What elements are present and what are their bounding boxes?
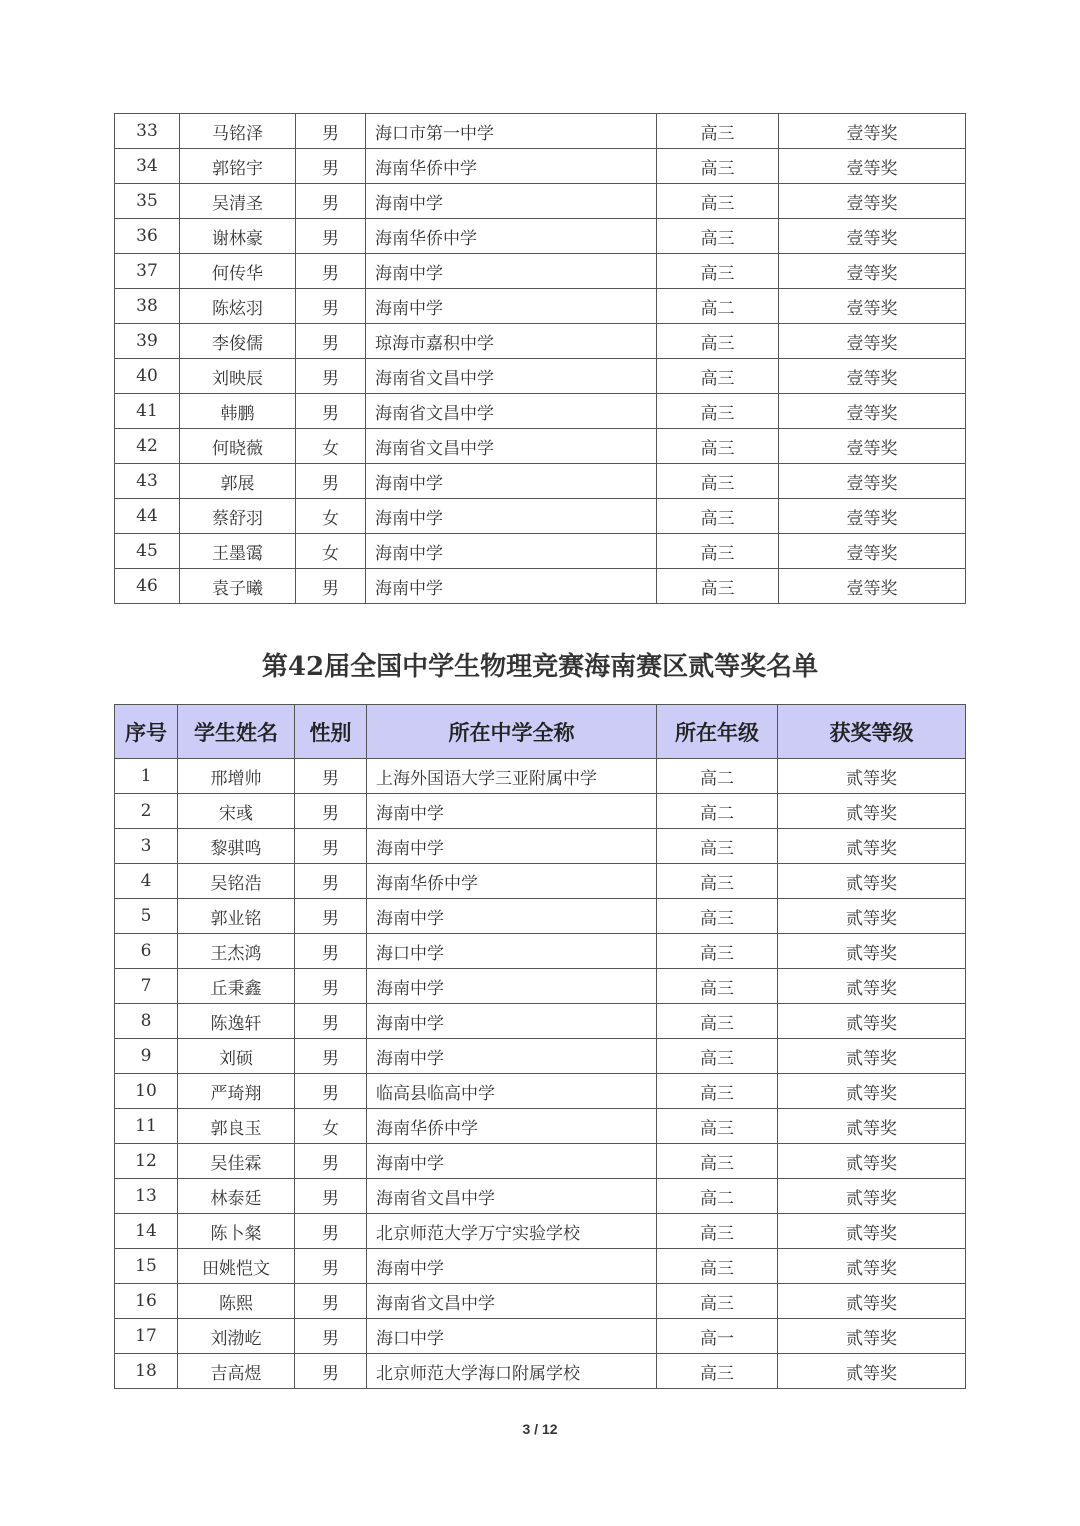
award-cell: 贰等奖 xyxy=(778,899,966,934)
award-cell: 贰等奖 xyxy=(778,829,966,864)
school-cell: 北京师范大学万宁实验学校 xyxy=(367,1214,657,1249)
second-prize-table-header xyxy=(115,705,966,759)
gender-cell: 男 xyxy=(295,1354,367,1389)
award-cell: 贰等奖 xyxy=(778,1039,966,1074)
table-row xyxy=(115,569,966,604)
gender-cell: 男 xyxy=(295,1284,367,1319)
student-name-cell: 丘秉鑫 xyxy=(178,969,295,1004)
award-cell: 壹等奖 xyxy=(779,184,966,219)
school-cell: 海南中学 xyxy=(366,569,657,604)
school-cell: 海南省文昌中学 xyxy=(366,394,657,429)
student-name-cell: 韩鹏 xyxy=(180,394,296,429)
gender-cell: 男 xyxy=(296,219,366,254)
grade-cell: 高二 xyxy=(657,794,778,829)
gender-cell: 男 xyxy=(296,394,366,429)
table-row xyxy=(115,1039,966,1074)
gender-cell: 男 xyxy=(295,1319,367,1354)
grade-cell: 高三 xyxy=(657,1144,778,1179)
table-row xyxy=(115,1074,966,1109)
gender-cell: 女 xyxy=(296,429,366,464)
grade-cell: 高三 xyxy=(657,464,779,499)
index-cell: 45 xyxy=(115,534,180,569)
student-name-cell: 陈熙 xyxy=(178,1284,295,1319)
grade-cell: 高三 xyxy=(657,1039,778,1074)
grade-cell: 高三 xyxy=(657,1354,778,1389)
grade-cell: 高三 xyxy=(657,1074,778,1109)
school-cell: 海南省文昌中学 xyxy=(366,429,657,464)
award-cell: 贰等奖 xyxy=(778,1214,966,1249)
grade-cell: 高三 xyxy=(657,829,778,864)
grade-cell: 高三 xyxy=(657,429,779,464)
table-row xyxy=(115,219,966,254)
table-row xyxy=(115,1284,966,1319)
school-cell: 海南中学 xyxy=(367,899,657,934)
school-cell: 海南中学 xyxy=(367,969,657,1004)
index-cell: 11 xyxy=(115,1109,178,1144)
award-cell: 贰等奖 xyxy=(778,1284,966,1319)
grade-cell: 高二 xyxy=(657,289,779,324)
table-row xyxy=(115,1109,966,1144)
gender-cell: 男 xyxy=(295,829,367,864)
award-cell: 壹等奖 xyxy=(779,289,966,324)
school-cell: 临高县临高中学 xyxy=(367,1074,657,1109)
award-cell: 贰等奖 xyxy=(778,1354,966,1389)
index-cell: 36 xyxy=(115,219,180,254)
index-cell: 35 xyxy=(115,184,180,219)
table-row xyxy=(115,149,966,184)
grade-cell: 高三 xyxy=(657,184,779,219)
award-cell: 贰等奖 xyxy=(778,1109,966,1144)
grade-cell: 高三 xyxy=(657,114,779,149)
award-cell: 贰等奖 xyxy=(778,934,966,969)
school-cell: 琼海市嘉积中学 xyxy=(366,324,657,359)
student-name-cell: 李俊儒 xyxy=(180,324,296,359)
table-row xyxy=(115,1354,966,1389)
student-name-cell: 陈炫羽 xyxy=(180,289,296,324)
student-name-cell: 吉高煜 xyxy=(178,1354,295,1389)
school-cell: 海南中学 xyxy=(366,289,657,324)
index-cell: 10 xyxy=(115,1074,178,1109)
gender-cell: 男 xyxy=(295,759,367,794)
school-cell: 海南中学 xyxy=(367,1039,657,1074)
grade-cell: 高三 xyxy=(657,359,779,394)
school-cell: 上海外国语大学三亚附属中学 xyxy=(367,759,657,794)
gender-cell: 男 xyxy=(296,569,366,604)
school-cell: 海南中学 xyxy=(367,794,657,829)
table-row xyxy=(115,534,966,569)
grade-cell: 高三 xyxy=(657,219,779,254)
index-cell: 4 xyxy=(115,864,178,899)
gender-cell: 男 xyxy=(296,114,366,149)
table-row xyxy=(115,184,966,219)
index-cell: 14 xyxy=(115,1214,178,1249)
grade-cell: 高三 xyxy=(657,394,779,429)
index-cell: 41 xyxy=(115,394,180,429)
student-name-cell: 黎骐鸣 xyxy=(178,829,295,864)
index-cell: 1 xyxy=(115,759,178,794)
student-name-cell: 何传华 xyxy=(180,254,296,289)
grade-cell: 高三 xyxy=(657,1004,778,1039)
gender-cell: 男 xyxy=(295,1074,367,1109)
award-cell: 贰等奖 xyxy=(778,794,966,829)
student-name-cell: 马铭泽 xyxy=(180,114,296,149)
gender-cell: 男 xyxy=(296,149,366,184)
table-row xyxy=(115,394,966,429)
student-name-cell: 严琦翔 xyxy=(178,1074,295,1109)
school-cell: 海南华侨中学 xyxy=(366,149,657,184)
student-name-cell: 何晓薇 xyxy=(180,429,296,464)
award-cell: 贰等奖 xyxy=(778,1179,966,1214)
gender-cell: 男 xyxy=(295,1144,367,1179)
index-cell: 37 xyxy=(115,254,180,289)
award-cell: 壹等奖 xyxy=(779,114,966,149)
index-cell: 2 xyxy=(115,794,178,829)
index-cell: 5 xyxy=(115,899,178,934)
index-cell: 18 xyxy=(115,1354,178,1389)
student-name-cell: 郭展 xyxy=(180,464,296,499)
student-name-cell: 郭良玉 xyxy=(178,1109,295,1144)
grade-cell: 高三 xyxy=(657,864,778,899)
second-prize-table xyxy=(114,704,966,1389)
table-row xyxy=(115,1179,966,1214)
gender-cell: 男 xyxy=(295,934,367,969)
gender-cell: 女 xyxy=(296,534,366,569)
award-cell: 贰等奖 xyxy=(778,1074,966,1109)
header-index: 序号 xyxy=(115,705,178,759)
student-name-cell: 陈逸轩 xyxy=(178,1004,295,1039)
index-cell: 16 xyxy=(115,1284,178,1319)
table-row xyxy=(115,429,966,464)
student-name-cell: 邢增帅 xyxy=(178,759,295,794)
table-row xyxy=(115,864,966,899)
gender-cell: 男 xyxy=(295,899,367,934)
student-name-cell: 刘渤屹 xyxy=(178,1319,295,1354)
gender-cell: 男 xyxy=(295,1039,367,1074)
school-cell: 海南省文昌中学 xyxy=(366,359,657,394)
page-number: 3 / 12 xyxy=(522,1421,558,1437)
table-row xyxy=(115,464,966,499)
student-name-cell: 王墨霭 xyxy=(180,534,296,569)
index-cell: 15 xyxy=(115,1249,178,1284)
grade-cell: 高二 xyxy=(657,759,778,794)
award-cell: 壹等奖 xyxy=(779,499,966,534)
award-cell: 壹等奖 xyxy=(779,569,966,604)
table-row xyxy=(115,289,966,324)
header-student-name: 学生姓名 xyxy=(178,705,295,759)
index-cell: 12 xyxy=(115,1144,178,1179)
grade-cell: 高三 xyxy=(657,569,779,604)
student-name-cell: 刘硕 xyxy=(178,1039,295,1074)
index-cell: 6 xyxy=(115,934,178,969)
table-row xyxy=(115,1319,966,1354)
school-cell: 海南中学 xyxy=(366,254,657,289)
index-cell: 39 xyxy=(115,324,180,359)
gender-cell: 男 xyxy=(296,184,366,219)
table-row xyxy=(115,1214,966,1249)
award-cell: 贰等奖 xyxy=(778,759,966,794)
student-name-cell: 袁子曦 xyxy=(180,569,296,604)
table-row xyxy=(115,114,966,149)
index-cell: 8 xyxy=(115,1004,178,1039)
first-prize-table-continued xyxy=(114,113,966,604)
header-school: 所在中学全称 xyxy=(367,705,657,759)
second-prize-table-body xyxy=(115,759,966,1389)
school-cell: 海南中学 xyxy=(367,1004,657,1039)
school-cell: 海南华侨中学 xyxy=(367,1109,657,1144)
award-cell: 壹等奖 xyxy=(779,219,966,254)
table-row xyxy=(115,934,966,969)
header-award: 获奖等级 xyxy=(778,705,966,759)
student-name-cell: 郭铭宇 xyxy=(180,149,296,184)
award-cell: 壹等奖 xyxy=(779,254,966,289)
first-prize-table-body xyxy=(115,114,966,604)
school-cell: 海南华侨中学 xyxy=(367,864,657,899)
award-cell: 贰等奖 xyxy=(778,1319,966,1354)
school-cell: 海南中学 xyxy=(366,464,657,499)
gender-cell: 男 xyxy=(295,1214,367,1249)
index-cell: 38 xyxy=(115,289,180,324)
grade-cell: 高三 xyxy=(657,1214,778,1249)
table-row xyxy=(115,969,966,1004)
header-grade: 所在年级 xyxy=(657,705,778,759)
table-row xyxy=(115,324,966,359)
index-cell: 3 xyxy=(115,829,178,864)
gender-cell: 男 xyxy=(296,359,366,394)
grade-cell: 高三 xyxy=(657,254,779,289)
header-gender: 性别 xyxy=(295,705,367,759)
student-name-cell: 田姚恺文 xyxy=(178,1249,295,1284)
student-name-cell: 王杰鸿 xyxy=(178,934,295,969)
school-cell: 海口市第一中学 xyxy=(366,114,657,149)
table-row xyxy=(115,794,966,829)
school-cell: 海口中学 xyxy=(367,934,657,969)
grade-cell: 高三 xyxy=(657,534,779,569)
award-cell: 壹等奖 xyxy=(779,324,966,359)
school-cell: 海口中学 xyxy=(367,1319,657,1354)
gender-cell: 男 xyxy=(295,1004,367,1039)
index-cell: 9 xyxy=(115,1039,178,1074)
gender-cell: 男 xyxy=(295,969,367,1004)
student-name-cell: 林泰廷 xyxy=(178,1179,295,1214)
school-cell: 北京师范大学海口附属学校 xyxy=(367,1354,657,1389)
gender-cell: 女 xyxy=(296,499,366,534)
gender-cell: 男 xyxy=(296,254,366,289)
index-cell: 33 xyxy=(115,114,180,149)
gender-cell: 女 xyxy=(295,1109,367,1144)
award-cell: 壹等奖 xyxy=(779,534,966,569)
award-cell: 壹等奖 xyxy=(779,429,966,464)
table-row xyxy=(115,899,966,934)
table-row xyxy=(115,759,966,794)
index-cell: 42 xyxy=(115,429,180,464)
school-cell: 海南中学 xyxy=(367,1249,657,1284)
grade-cell: 高三 xyxy=(657,1284,778,1319)
table-row xyxy=(115,359,966,394)
grade-cell: 高三 xyxy=(657,934,778,969)
grade-cell: 高三 xyxy=(657,1109,778,1144)
header-row xyxy=(115,705,966,759)
gender-cell: 男 xyxy=(296,324,366,359)
school-cell: 海南华侨中学 xyxy=(366,219,657,254)
student-name-cell: 陈卜粲 xyxy=(178,1214,295,1249)
grade-cell: 高二 xyxy=(657,1179,778,1214)
index-cell: 44 xyxy=(115,499,180,534)
gender-cell: 男 xyxy=(296,289,366,324)
grade-cell: 高三 xyxy=(657,324,779,359)
index-cell: 43 xyxy=(115,464,180,499)
table-row xyxy=(115,254,966,289)
award-cell: 贰等奖 xyxy=(778,1004,966,1039)
grade-cell: 高三 xyxy=(657,899,778,934)
student-name-cell: 郭业铭 xyxy=(178,899,295,934)
gender-cell: 男 xyxy=(295,1179,367,1214)
section-title: 第42届全国中学生物理竞赛海南赛区贰等奖名单 xyxy=(261,652,819,682)
grade-cell: 高三 xyxy=(657,499,779,534)
student-name-cell: 吴铭浩 xyxy=(178,864,295,899)
award-cell: 贰等奖 xyxy=(778,1144,966,1179)
index-cell: 7 xyxy=(115,969,178,1004)
table-row xyxy=(115,1249,966,1284)
award-cell: 贰等奖 xyxy=(778,864,966,899)
school-cell: 海南中学 xyxy=(366,184,657,219)
student-name-cell: 蔡舒羽 xyxy=(180,499,296,534)
gender-cell: 男 xyxy=(296,464,366,499)
table-row xyxy=(115,499,966,534)
school-cell: 海南省文昌中学 xyxy=(367,1179,657,1214)
award-cell: 壹等奖 xyxy=(779,464,966,499)
award-cell: 壹等奖 xyxy=(779,394,966,429)
table-row xyxy=(115,1144,966,1179)
table-row xyxy=(115,1004,966,1039)
table-row xyxy=(115,829,966,864)
index-cell: 13 xyxy=(115,1179,178,1214)
grade-cell: 高三 xyxy=(657,969,778,1004)
school-cell: 海南中学 xyxy=(366,499,657,534)
grade-cell: 高三 xyxy=(657,149,779,184)
student-name-cell: 吴清圣 xyxy=(180,184,296,219)
student-name-cell: 宋彧 xyxy=(178,794,295,829)
grade-cell: 高三 xyxy=(657,1249,778,1284)
student-name-cell: 吴佳霖 xyxy=(178,1144,295,1179)
index-cell: 46 xyxy=(115,569,180,604)
award-cell: 贰等奖 xyxy=(778,969,966,1004)
award-cell: 壹等奖 xyxy=(779,359,966,394)
school-cell: 海南省文昌中学 xyxy=(367,1284,657,1319)
index-cell: 34 xyxy=(115,149,180,184)
school-cell: 海南中学 xyxy=(367,1144,657,1179)
school-cell: 海南中学 xyxy=(367,829,657,864)
award-cell: 壹等奖 xyxy=(779,149,966,184)
gender-cell: 男 xyxy=(295,794,367,829)
student-name-cell: 刘映辰 xyxy=(180,359,296,394)
grade-cell: 高一 xyxy=(657,1319,778,1354)
award-cell: 贰等奖 xyxy=(778,1249,966,1284)
gender-cell: 男 xyxy=(295,1249,367,1284)
student-name-cell: 谢林豪 xyxy=(180,219,296,254)
school-cell: 海南中学 xyxy=(366,534,657,569)
index-cell: 17 xyxy=(115,1319,178,1354)
index-cell: 40 xyxy=(115,359,180,394)
gender-cell: 男 xyxy=(295,864,367,899)
